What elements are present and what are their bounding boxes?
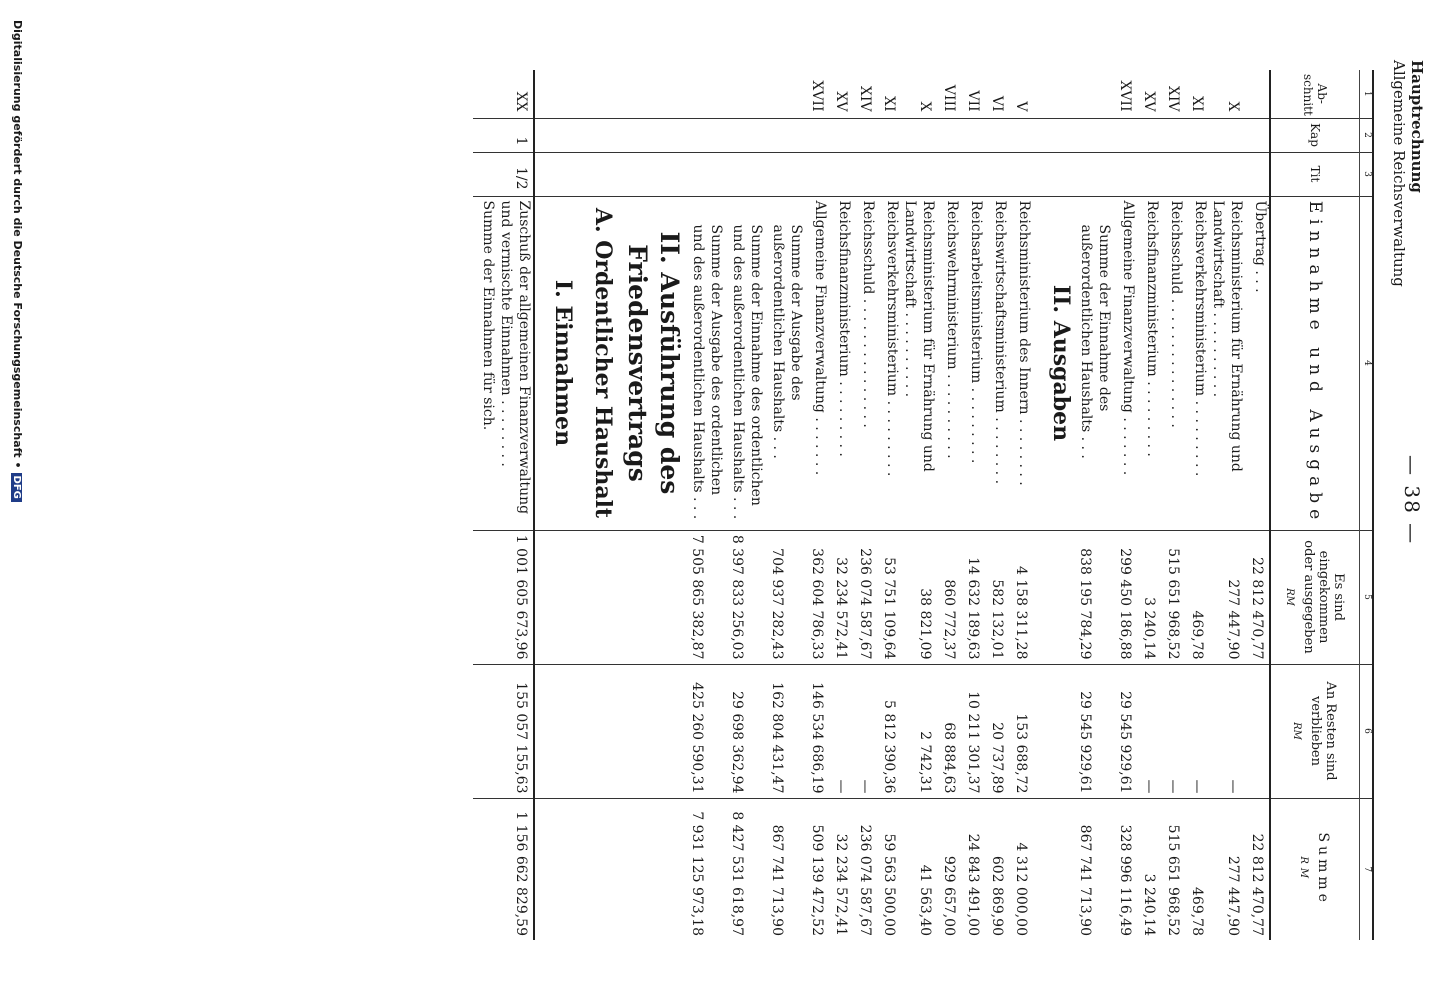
table-row <box>615 70 685 940</box>
row-text: Reichsfinanzministerium . . . . . . . . . <box>1137 196 1161 530</box>
row-abschnitt: VIII <box>941 84 957 112</box>
account-table <box>473 70 1374 940</box>
row-kap <box>534 118 575 152</box>
row-summe <box>1033 798 1073 940</box>
row-abschnitt: XI <box>881 96 897 112</box>
row-eingekommen: 53 751 109,64 <box>877 530 901 664</box>
row-resten: 153 688,72 <box>1009 664 1033 798</box>
row-summe: 509 139 472,52 <box>805 798 829 940</box>
row-kap <box>937 118 961 152</box>
row-tit <box>961 152 985 196</box>
row-summe <box>473 798 497 940</box>
row-tit <box>765 152 805 196</box>
row-tit <box>985 152 1009 196</box>
row-resten: — <box>853 664 877 798</box>
row-summe: 328 996 116,49 <box>1113 798 1137 940</box>
row-text: Übertrag . . . <box>1245 196 1270 530</box>
row-eingekommen: 8 397 833 256,03 <box>725 530 765 664</box>
row-abschnitt: X <box>1225 101 1241 112</box>
row-kap <box>1033 118 1073 152</box>
table-row <box>877 70 901 940</box>
row-summe: 32 234 572,41 <box>829 798 853 940</box>
row-summe: 602 869,90 <box>985 798 1009 940</box>
row-tit <box>534 152 575 196</box>
col-resten-label: An Resten sind verblieben <box>1308 681 1339 781</box>
row-text: Reichswehrministerium . . . . . . . . . . <box>937 196 961 530</box>
row-text: Reichsschuld . . . . . . . . . . . . . . . <box>1161 196 1185 530</box>
unit-summe: RM <box>1298 856 1310 883</box>
row-eingekommen: 860 772,37 <box>937 530 961 664</box>
row-tit <box>853 152 877 196</box>
row-tit: 1/2 <box>497 152 534 196</box>
row-eingekommen: 277 447,90 <box>1209 530 1245 664</box>
col-num-5: 5 <box>1360 530 1374 664</box>
row-kap <box>685 118 725 152</box>
row-abschnitt: VI <box>989 95 1005 112</box>
row-summe: 4 312 000,00 <box>1009 798 1033 940</box>
row-text: Reichsschuld . . . . . . . . . . . . . . . <box>853 196 877 530</box>
row-resten: 29 698 362,94 <box>725 664 765 798</box>
row-abschnitt <box>473 70 497 118</box>
row-kap <box>725 118 765 152</box>
row-eingekommen: 299 450 186,88 <box>1113 530 1137 664</box>
table-row <box>497 70 534 940</box>
row-resten: 5 812 390,36 <box>877 664 901 798</box>
table-row <box>1113 70 1137 940</box>
col-resten <box>1270 664 1360 798</box>
table-row <box>1245 70 1270 940</box>
row-summe: 469,78 <box>1185 798 1209 940</box>
row-tit <box>877 152 901 196</box>
row-resten: 162 804 431,47 <box>765 664 805 798</box>
row-summe: 41 563,40 <box>901 798 937 940</box>
row-tit <box>937 152 961 196</box>
row-eingekommen: 838 195 784,29 <box>1073 530 1113 664</box>
col-num-2: 2 <box>1360 118 1374 152</box>
row-kap: 1 <box>497 118 534 152</box>
row-tit <box>1161 152 1185 196</box>
row-resten: 2 742,31 <box>901 664 937 798</box>
row-kap <box>1137 118 1161 152</box>
row-resten <box>575 664 615 798</box>
row-eingekommen: 1 001 605 673,96 <box>497 530 534 664</box>
row-eingekommen: 32 234 572,41 <box>829 530 853 664</box>
row-resten <box>473 664 497 798</box>
table-row <box>829 70 853 940</box>
col-kap: Kap <box>1270 118 1360 152</box>
row-resten <box>1033 664 1073 798</box>
row-tit <box>1245 152 1270 196</box>
row-eingekommen <box>615 530 685 664</box>
row-abschnitt <box>615 70 685 118</box>
row-resten: — <box>1209 664 1245 798</box>
row-text: Reichsministerium für Ernährung und Landwirtschaft . . . . . . . . . . <box>901 196 937 530</box>
table-row <box>1033 70 1073 940</box>
row-resten: — <box>1137 664 1161 798</box>
col-num-6: 6 <box>1360 664 1374 798</box>
row-kap <box>575 118 615 152</box>
row-abschnitt: XIV <box>1165 85 1181 112</box>
row-abschnitt: XIV <box>857 85 873 112</box>
row-summe: 7 931 125 973,18 <box>685 798 725 940</box>
row-text: Summe der Einnahme des ordentlichen und des außerordentlichen Haushalts . . . <box>725 196 765 530</box>
table-row <box>961 70 985 940</box>
row-eingekommen: 515 651 968,52 <box>1161 530 1185 664</box>
row-abschnitt: XX <box>497 70 534 118</box>
row-text: Allgemeine Finanzverwaltung . . . . . . . <box>805 196 829 530</box>
col-num-4: 4 <box>1360 196 1374 530</box>
row-abschnitt <box>1245 70 1270 118</box>
row-abschnitt <box>534 70 575 118</box>
table-row <box>937 70 961 940</box>
row-kap <box>473 118 497 152</box>
row-text: Allgemeine Finanzverwaltung . . . . . . . <box>1113 196 1137 530</box>
row-tit <box>1137 152 1161 196</box>
table-row <box>1161 70 1185 940</box>
col-num-7: 7 <box>1360 798 1374 940</box>
row-kap <box>877 118 901 152</box>
row-abschnitt <box>575 70 615 118</box>
row-kap <box>1161 118 1185 152</box>
row-resten: — <box>829 664 853 798</box>
row-kap <box>985 118 1009 152</box>
col-eingekommen-label: Es sind eingekommen oder ausgegeben <box>1301 540 1346 654</box>
row-resten <box>615 664 685 798</box>
row-tit <box>1073 152 1113 196</box>
row-abschnitt: XV <box>833 91 849 112</box>
row-abschnitt: V <box>1013 101 1029 112</box>
table-row <box>765 70 805 940</box>
row-text: I. Einnahmen <box>534 196 575 530</box>
row-kap <box>805 118 829 152</box>
row-resten: 155 057 155,63 <box>497 664 534 798</box>
header-subtitle: Allgemeine Reichsverwaltung <box>1390 60 1408 287</box>
row-eingekommen: 3 240,14 <box>1137 530 1161 664</box>
row-resten: 20 737,89 <box>985 664 1009 798</box>
col-tit: Tit <box>1270 152 1360 196</box>
row-eingekommen: 469,78 <box>1185 530 1209 664</box>
row-eingekommen: 38 821,09 <box>901 530 937 664</box>
row-eingekommen: 4 158 311,28 <box>1009 530 1033 664</box>
row-text: Reichsministerium für Ernährung und Landwirtschaft . . . . . . . . . . <box>1209 196 1245 530</box>
row-resten: 425 260 590,31 <box>685 664 725 798</box>
page-header-left <box>1390 60 1426 287</box>
row-kap <box>853 118 877 152</box>
row-kap <box>1185 118 1209 152</box>
unit-resten: RM <box>1291 722 1303 740</box>
row-eingekommen <box>534 530 575 664</box>
row-resten: 146 534 686,19 <box>805 664 829 798</box>
row-summe: 277 447,90 <box>1209 798 1245 940</box>
row-abschnitt <box>725 70 765 118</box>
unit-eingekommen: RM <box>1284 588 1295 606</box>
col-eingekommen <box>1270 530 1360 664</box>
row-tit <box>1113 152 1137 196</box>
page-number: — 38 — <box>1400 455 1424 546</box>
row-kap <box>765 118 805 152</box>
table-row <box>1209 70 1245 940</box>
row-resten: 68 884,63 <box>937 664 961 798</box>
row-tit <box>1009 152 1033 196</box>
col-abschnitt: Ab-schnitt <box>1270 70 1360 118</box>
row-summe: 236 074 587,67 <box>853 798 877 940</box>
row-eingekommen: 704 937 282,43 <box>765 530 805 664</box>
row-summe: 515 651 968,52 <box>1161 798 1185 940</box>
row-text: Reichsministerium des Innern . . . . . . . . <box>1009 196 1033 530</box>
row-kap <box>1209 118 1245 152</box>
table-row <box>534 70 575 940</box>
table-row <box>473 70 497 940</box>
row-summe: 867 741 713,90 <box>1073 798 1113 940</box>
row-text: A. Ordentlicher Haushalt <box>575 196 615 530</box>
table-row <box>853 70 877 940</box>
row-eingekommen <box>1033 530 1073 664</box>
row-resten: 29 545 929,61 <box>1073 664 1113 798</box>
digitization-credit <box>11 20 24 502</box>
row-tit <box>1033 152 1073 196</box>
table-row <box>685 70 725 940</box>
row-resten: 29 545 929,61 <box>1113 664 1137 798</box>
row-text: Summe der Ausgabe des ordentlichen und des außerordentlichen Haushalts . . . <box>685 196 725 530</box>
row-kap <box>615 118 685 152</box>
row-abschnitt <box>685 70 725 118</box>
row-tit <box>685 152 725 196</box>
col-summe <box>1270 798 1360 940</box>
row-abschnitt <box>1033 70 1073 118</box>
row-summe: 929 657,00 <box>937 798 961 940</box>
row-summe: 1 156 662 829,59 <box>497 798 534 940</box>
row-text: Reichsarbeitsministerium . . . . . . . . . <box>961 196 985 530</box>
row-kap <box>961 118 985 152</box>
table-row <box>901 70 937 940</box>
col-num-3: 3 <box>1360 152 1374 196</box>
row-eingekommen: 362 604 786,33 <box>805 530 829 664</box>
row-eingekommen: 236 074 587,67 <box>853 530 877 664</box>
row-text: II. Ausführung des Friedensvertrags <box>615 196 685 530</box>
row-summe: 867 741 713,90 <box>765 798 805 940</box>
row-eingekommen: 14 632 189,63 <box>961 530 985 664</box>
table-row <box>1185 70 1209 940</box>
row-abschnitt: XVII <box>1117 80 1133 112</box>
row-kap <box>1113 118 1137 152</box>
row-resten: — <box>1161 664 1185 798</box>
row-eingekommen: 582 132,01 <box>985 530 1009 664</box>
row-tit <box>1185 152 1209 196</box>
row-resten: — <box>1185 664 1209 798</box>
row-summe: 59 563 500,00 <box>877 798 901 940</box>
row-resten: 10 211 301,37 <box>961 664 985 798</box>
table-row <box>805 70 829 940</box>
row-summe: 8 427 531 618,97 <box>725 798 765 940</box>
row-tit <box>1209 152 1245 196</box>
row-eingekommen: 7 505 865 382,87 <box>685 530 725 664</box>
col-text: Einnahme und Ausgabe <box>1270 196 1360 530</box>
row-tit <box>575 152 615 196</box>
table-row <box>1137 70 1161 940</box>
row-text: Reichsverkehrsministerium . . . . . . . . . <box>877 196 901 530</box>
row-text: Summe der Einnahme des außerordentlichen Haushalts . . . <box>1073 196 1113 530</box>
row-tit <box>901 152 937 196</box>
row-eingekommen <box>473 530 497 664</box>
row-resten <box>534 664 575 798</box>
row-resten <box>1245 664 1270 798</box>
row-abschnitt: VII <box>965 90 981 112</box>
row-eingekommen: 22 812 470,77 <box>1245 530 1270 664</box>
row-tit <box>805 152 829 196</box>
row-tit <box>473 152 497 196</box>
row-kap <box>1073 118 1113 152</box>
row-kap <box>1245 118 1270 152</box>
row-summe <box>615 798 685 940</box>
row-abschnitt <box>765 70 805 118</box>
row-abschnitt: X <box>917 101 933 112</box>
row-text: Summe der Ausgabe des außerordentlichen Haushalts . . . <box>765 196 805 530</box>
row-summe: 24 843 491,00 <box>961 798 985 940</box>
credit-text: Digitalisierung gefördert durch die Deutsche Forschungsgemeinschaft • <box>11 20 24 469</box>
row-eingekommen <box>575 530 615 664</box>
col-num-1: 1 <box>1360 70 1374 118</box>
row-summe: 22 812 470,77 <box>1245 798 1270 940</box>
table-row <box>1073 70 1113 940</box>
table-row <box>725 70 765 940</box>
row-abschnitt: XI <box>1189 96 1205 112</box>
row-abschnitt: XVII <box>809 80 825 112</box>
row-text: Reichsfinanzministerium . . . . . . . . . <box>829 196 853 530</box>
row-tit <box>615 152 685 196</box>
row-text: II. Ausgaben <box>1033 196 1073 530</box>
table-row <box>575 70 615 940</box>
col-summe-label: Summe <box>1315 832 1332 906</box>
row-text: Zuschuß der allgemeinen Finanzverwaltung und vermischte Einnahmen . . . . . . . . <box>497 196 534 530</box>
row-tit <box>725 152 765 196</box>
dfg-logo: DFG <box>11 473 22 502</box>
row-abschnitt: XV <box>1141 91 1157 112</box>
table-row <box>1009 70 1033 940</box>
row-summe <box>575 798 615 940</box>
header-title: Hauptrechnung <box>1408 60 1426 193</box>
row-text: Summe der Einnahmen für sich. <box>473 196 497 530</box>
row-summe <box>534 798 575 940</box>
row-kap <box>1009 118 1033 152</box>
row-tit <box>829 152 853 196</box>
row-kap <box>901 118 937 152</box>
row-abschnitt <box>1073 70 1113 118</box>
row-text: Reichswirtschaftsministerium . . . . . . . . <box>985 196 1009 530</box>
row-text: Reichsverkehrsministerium . . . . . . . . . <box>1185 196 1209 530</box>
row-summe: 3 240,14 <box>1137 798 1161 940</box>
table-row <box>985 70 1009 940</box>
row-kap <box>829 118 853 152</box>
